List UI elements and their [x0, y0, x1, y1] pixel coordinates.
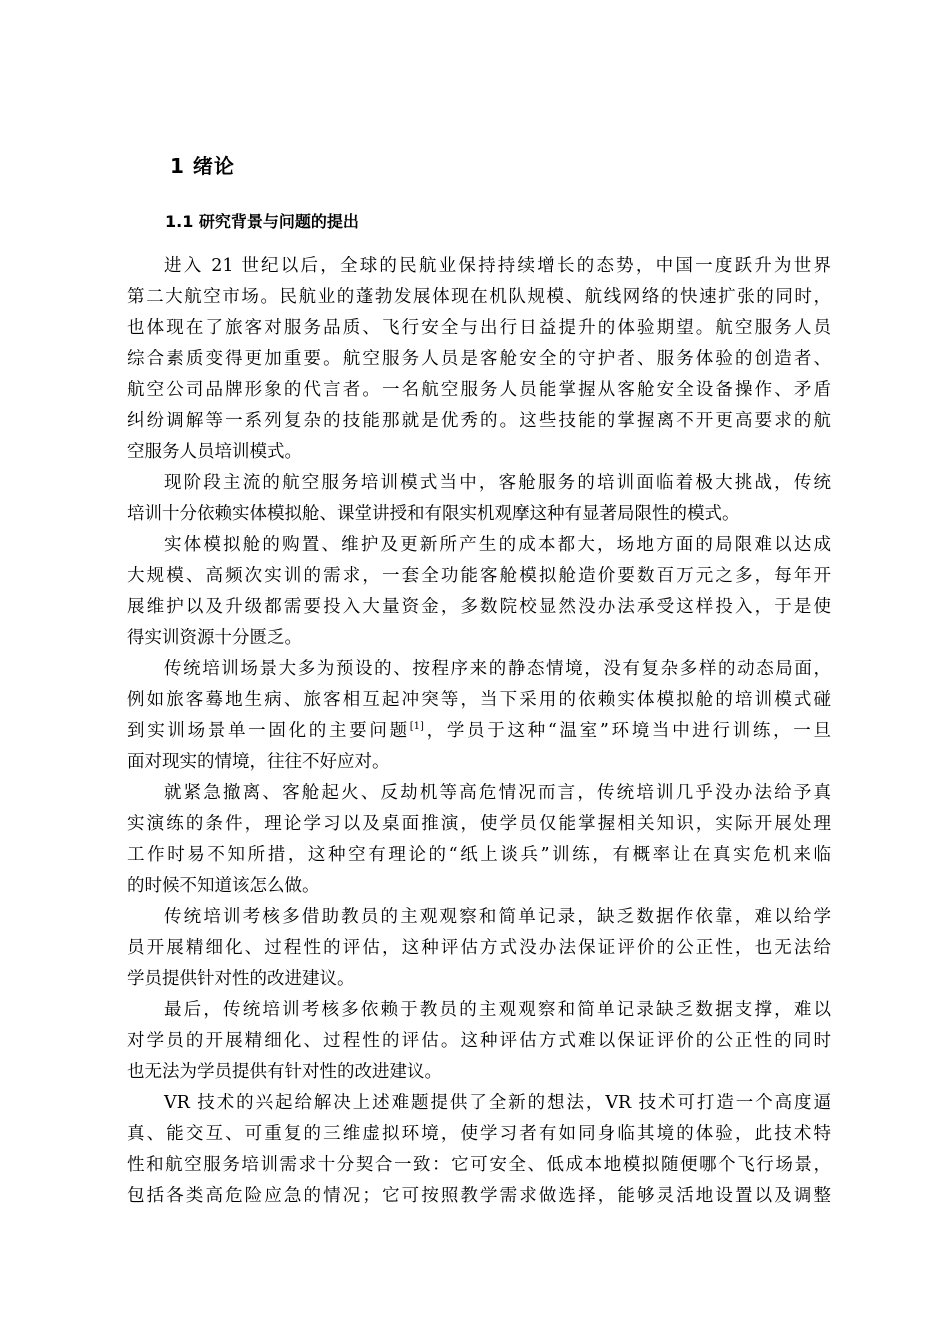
paragraph-7	[127, 995, 831, 1088]
body-text	[127, 251, 831, 1212]
paragraph-line: 第二大航空市场。民航业的蓬勃发展体现在机队规模、航线网络的快速扩张的同时，	[127, 287, 831, 307]
paragraph-line: 的时候不知道该怎么做。	[127, 876, 320, 896]
paragraph-line: 进入 21 世纪以后，全球的民航业保持持续增长的态势，中国一度跃升为世界	[164, 256, 831, 276]
paragraph-line: 工作时易不知所措，这种空有理论的“纸上谈兵”训练，有概率让在真实危机来临	[127, 845, 831, 865]
paragraph-line: 综合素质变得更加重要。航空服务人员是客舱安全的守护者、服务体验的创造者、	[127, 349, 831, 369]
paragraph-2	[127, 468, 831, 530]
paragraph-line: 实演练的条件，理论学习以及桌面推演，使学员仅能掌握相关知识，实际开展处理	[127, 814, 831, 834]
paragraph-line: 空服务人员培训模式。	[127, 442, 302, 462]
paragraph-line-text: 到实训场景单一固化的主要问题	[127, 721, 410, 741]
paragraph-line: 真、能交互、可重复的三维虚拟环境，使学习者有如同身临其境的体验，此技术特	[127, 1124, 831, 1144]
paragraph-4	[127, 654, 831, 778]
section-title: 1.1 研究背景与问题的提出	[165, 212, 359, 231]
paragraph-line: 性和航空服务培训需求十分契合一致：它可安全、低成本地模拟随便哪个飞行场景，	[127, 1155, 831, 1175]
paragraph-line: 传统培训考核多借助教员的主观观察和简单记录，缺乏数据作依靠，难以给学	[164, 907, 831, 927]
paragraph-line: 也无法为学员提供有针对性的改进建议。	[127, 1062, 442, 1082]
paragraph-line: 员开展精细化、过程性的评估，这种评估方式没办法保证评价的公正性，也无法给	[127, 938, 831, 958]
paragraph-line-with-citation	[127, 716, 831, 747]
paragraph-line: 包括各类高危险应急的情况；它可按照教学需求做选择，能够灵活地设置以及调整	[127, 1186, 831, 1206]
paragraph-5	[127, 778, 831, 902]
paragraph-line: 例如旅客蓦地生病、旅客相互起冲突等，当下采用的依赖实体模拟舱的培训模式碰	[127, 690, 831, 710]
paragraph-line: 传统培训场景大多为预设的、按程序来的静态情境，没有复杂多样的动态局面，	[164, 659, 831, 679]
paragraph-line: 得实训资源十分匮乏。	[127, 628, 302, 648]
paragraph-line: 学员提供针对性的改进建议。	[127, 969, 355, 989]
paragraph-line: 就紧急撤离、客舱起火、反劫机等高危情况而言，传统培训几乎没办法给予真	[164, 783, 831, 803]
paragraph-line-tail: ，学员于这种“温室”环境当中进行训练，一旦	[423, 721, 831, 741]
paragraph-6	[127, 902, 831, 995]
paragraph-8	[127, 1088, 831, 1212]
paragraph-line: 现阶段主流的航空服务培训模式当中，客舱服务的培训面临着极大挑战，传统	[164, 473, 831, 493]
paragraph-line: 面对现实的情境，往往不好应对。	[127, 752, 390, 772]
paragraph-line: 对学员的开展精细化、过程性的评估。这种评估方式难以保证评价的公正性的同时	[127, 1031, 831, 1051]
paragraph-line: 航空公司品牌形象的代言者。一名航空服务人员能掌握从客舱安全设备操作、矛盾	[127, 380, 831, 400]
paragraph-line: 大规模、高频次实训的需求，一套全功能客舱模拟舱造价要数百万元之多，每年开	[127, 566, 831, 586]
paragraph-line: 纠纷调解等一系列复杂的技能那就是优秀的。这些技能的掌握离不开更高要求的航	[127, 411, 831, 431]
citation-reference: [1]	[409, 721, 424, 733]
paragraph-line: 实体模拟舱的购置、维护及更新所产生的成本都大，场地方面的局限难以达成	[164, 535, 831, 555]
paragraph-line: 展维护以及升级都需要投入大量资金，多数院校显然没办法承受这样投入，于是使	[127, 597, 831, 617]
chapter-title: 1 绪论	[170, 154, 235, 178]
paragraph-line: 培训十分依赖实体模拟舱、课堂讲授和有限实机观摩这种有显著局限性的模式。	[127, 504, 740, 524]
paragraph-line: VR 技术的兴起给解决上述难题提供了全新的想法，VR 技术可打造一个高度逼	[164, 1093, 831, 1113]
paragraph-line: 也体现在了旅客对服务品质、飞行安全与出行日益提升的体验期望。航空服务人员	[127, 318, 831, 338]
paragraph-line: 最后，传统培训考核多依赖于教员的主观观察和简单记录缺乏数据支撑，难以	[164, 1000, 831, 1020]
paragraph-3	[127, 530, 831, 654]
paragraph-1	[127, 251, 831, 468]
